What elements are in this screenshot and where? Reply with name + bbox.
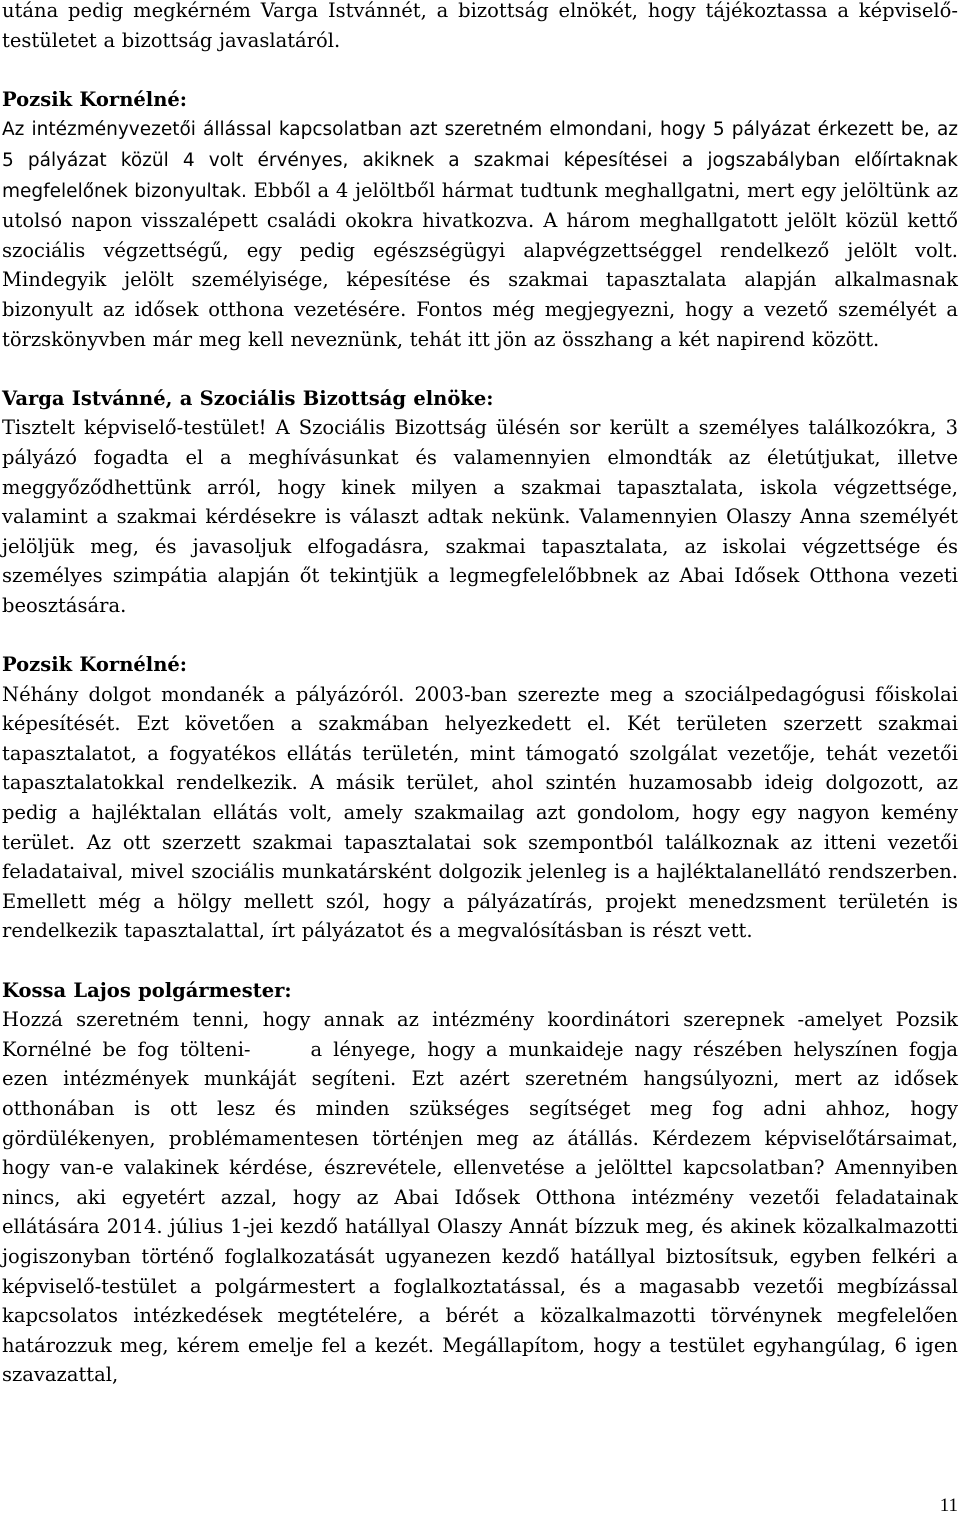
paragraph-kossa-part2: a lényege, hogy a munkaideje nagy részében helyszínen fogja ezen intézmények munkáját segíteni. Ezt azért szeretném hangsúlyozni, mert az idősek otthonában is ott lesz és minden szükséges segítséget meg fog adni ahhoz, hogy gördülékenyen, problémamentesen történjen meg az átállás. Kérdezem képviselőtársaimat, hogy van-e valakinek kérdése, észrevétele, ellenvetése a jelölttel kapcsolatban? Amennyiben nincs, aki egyetért azzal, hogy az Abai Idősek Otthona intézmény vezetői feladatainak ellátására 2014. július 1-jei kezdő hatállyal Olaszy Annát bízzuk meg, és akinek közalkalmazotti jogiszonyban történő foglalkozatását ugyanezen kezdő hatállyal biztosítsuk, egyben felkéri a képviselő-testület a polgármestert a foglalkoztatással, és a magasabb vezetői megbízással kapcsolatos intézkedések megtételére, a bérét a közalkalmazotti törvénynek megfelelően határozzuk meg, kérem emelje fel a kezét. Megállapítom, hogy a testület egyhangúlag, 6 igen szavazattal, — [2, 1037, 958, 1387]
paragraph-pozsik-2: Néhány dolgot mondanék a pályázóról. 2003-ban szerezte meg a szociálpedagógusi főiskolai képesítését. Ezt követően a szakmában helyezkedett el. Két területen szerzett szakmai tapasztalatot, a fogyatékos ellátás területén, mint támogató szolgálat vezetője, tehát vezetői tapasztalatokkal rendelkezik. A másik terület, ahol szintén huzamosabb ideig dolgozott, az pedig a hajléktalan ellátás volt, amely szakmailag azt gondolom, hogy egy nagyon kemény terület. Az ott szerzett szakmai tapasztalatai sok szempontból találkoznak az itteni vezetői feladataival, mivel szociális munkatársként dolgozik jelenleg is a hajléktalanellátó rendszerben. Emellett még a hölgy mellett szól, hogy a pályázatírás, projekt menedzsment területén is rendelkezik tapasztalattal, írt pályázatot és a megvalósításban is részt vett. — [2, 682, 958, 943]
speaker-pozsik-2: Pozsik Kornélné: — [2, 653, 187, 677]
document-body — [2, 0, 958, 1390]
speaker-varga: Varga Istvánné, a Szociális Bizottság elnöke: — [2, 386, 494, 410]
speaker-kossa: Kossa Lajos polgármester: — [2, 978, 292, 1002]
intro-paragraph: utána pedig megkérném Varga Istvánnét, a bizottság elnökét, hogy tájékoztassa a képviselő-testületet a bizottság javaslatáról. — [2, 0, 958, 52]
paragraph-pozsik-1 — [2, 114, 958, 354]
paragraph-pozsik-1-part1: Az intézményvezetői állással kapcsolatban azt szeretném elmondani, hogy 5 pályázat érkezett be, az 5 pályázat közül 4 volt érvényes, akiknek a szakmai képesítései a jogszabályban előírtaknak megfelelőnek bizonyultak. — [2, 119, 958, 202]
speaker-pozsik-1: Pozsik Kornélné: — [2, 87, 187, 111]
paragraph-kossa-part1: Hozzá szeretném tenni, hogy annak az intézmény koordinátori szerepnek -amelyet Pozsik Kornélné be fog tölteni- — [2, 1008, 958, 1061]
paragraph-pozsik-1-part2: Ebből a 4 jelöltből hármat tudtunk meghallgatni, mert egy jelöltünk az utolsó napon visszalépett családi okokra hivatkozva. A három meghallgatott jelölt közül kettő szociális végzettségű, egy pedig egészségügyi alapvégzettséggel rendelkező jelölt volt. Mindegyik jelölt személyisége, képesítése és szakmai tapasztalata alapján alkalmasnak bizonyult az idősek otthona vezetésére. Fontos még megjegyezni, hogy a vezető személyét a törzskönyvben már meg kell neveznünk, tehát itt jön az összhang a két napirend között. — [2, 178, 959, 351]
paragraph-kossa — [2, 1005, 958, 1390]
paragraph-varga: Tisztelt képviselő-testület! A Szociális Bizottság ülésén sor került a személyes találkozókra, 3 pályázó fogadta el a meghívásunkat és valamennyien elmondták az életútjukat, illetve meggyőződhettünk arról, hogy kinek milyen a szakmai tapasztalata, iskola végzettsége, valamint a szakmai kérdésekre is választ adtak nekünk. Valamennyien Olaszy Anna személyét jelöljük meg, és javasoljuk elfogadásra, szakmai tapasztalata, az iskolai végzettsége és személyes szimpátia alapján őt tekintjük a legmegfelelőbbnek az Abai Idősek Otthona vezeti beosztására. — [2, 416, 958, 617]
page-number: 11 — [939, 1495, 958, 1516]
